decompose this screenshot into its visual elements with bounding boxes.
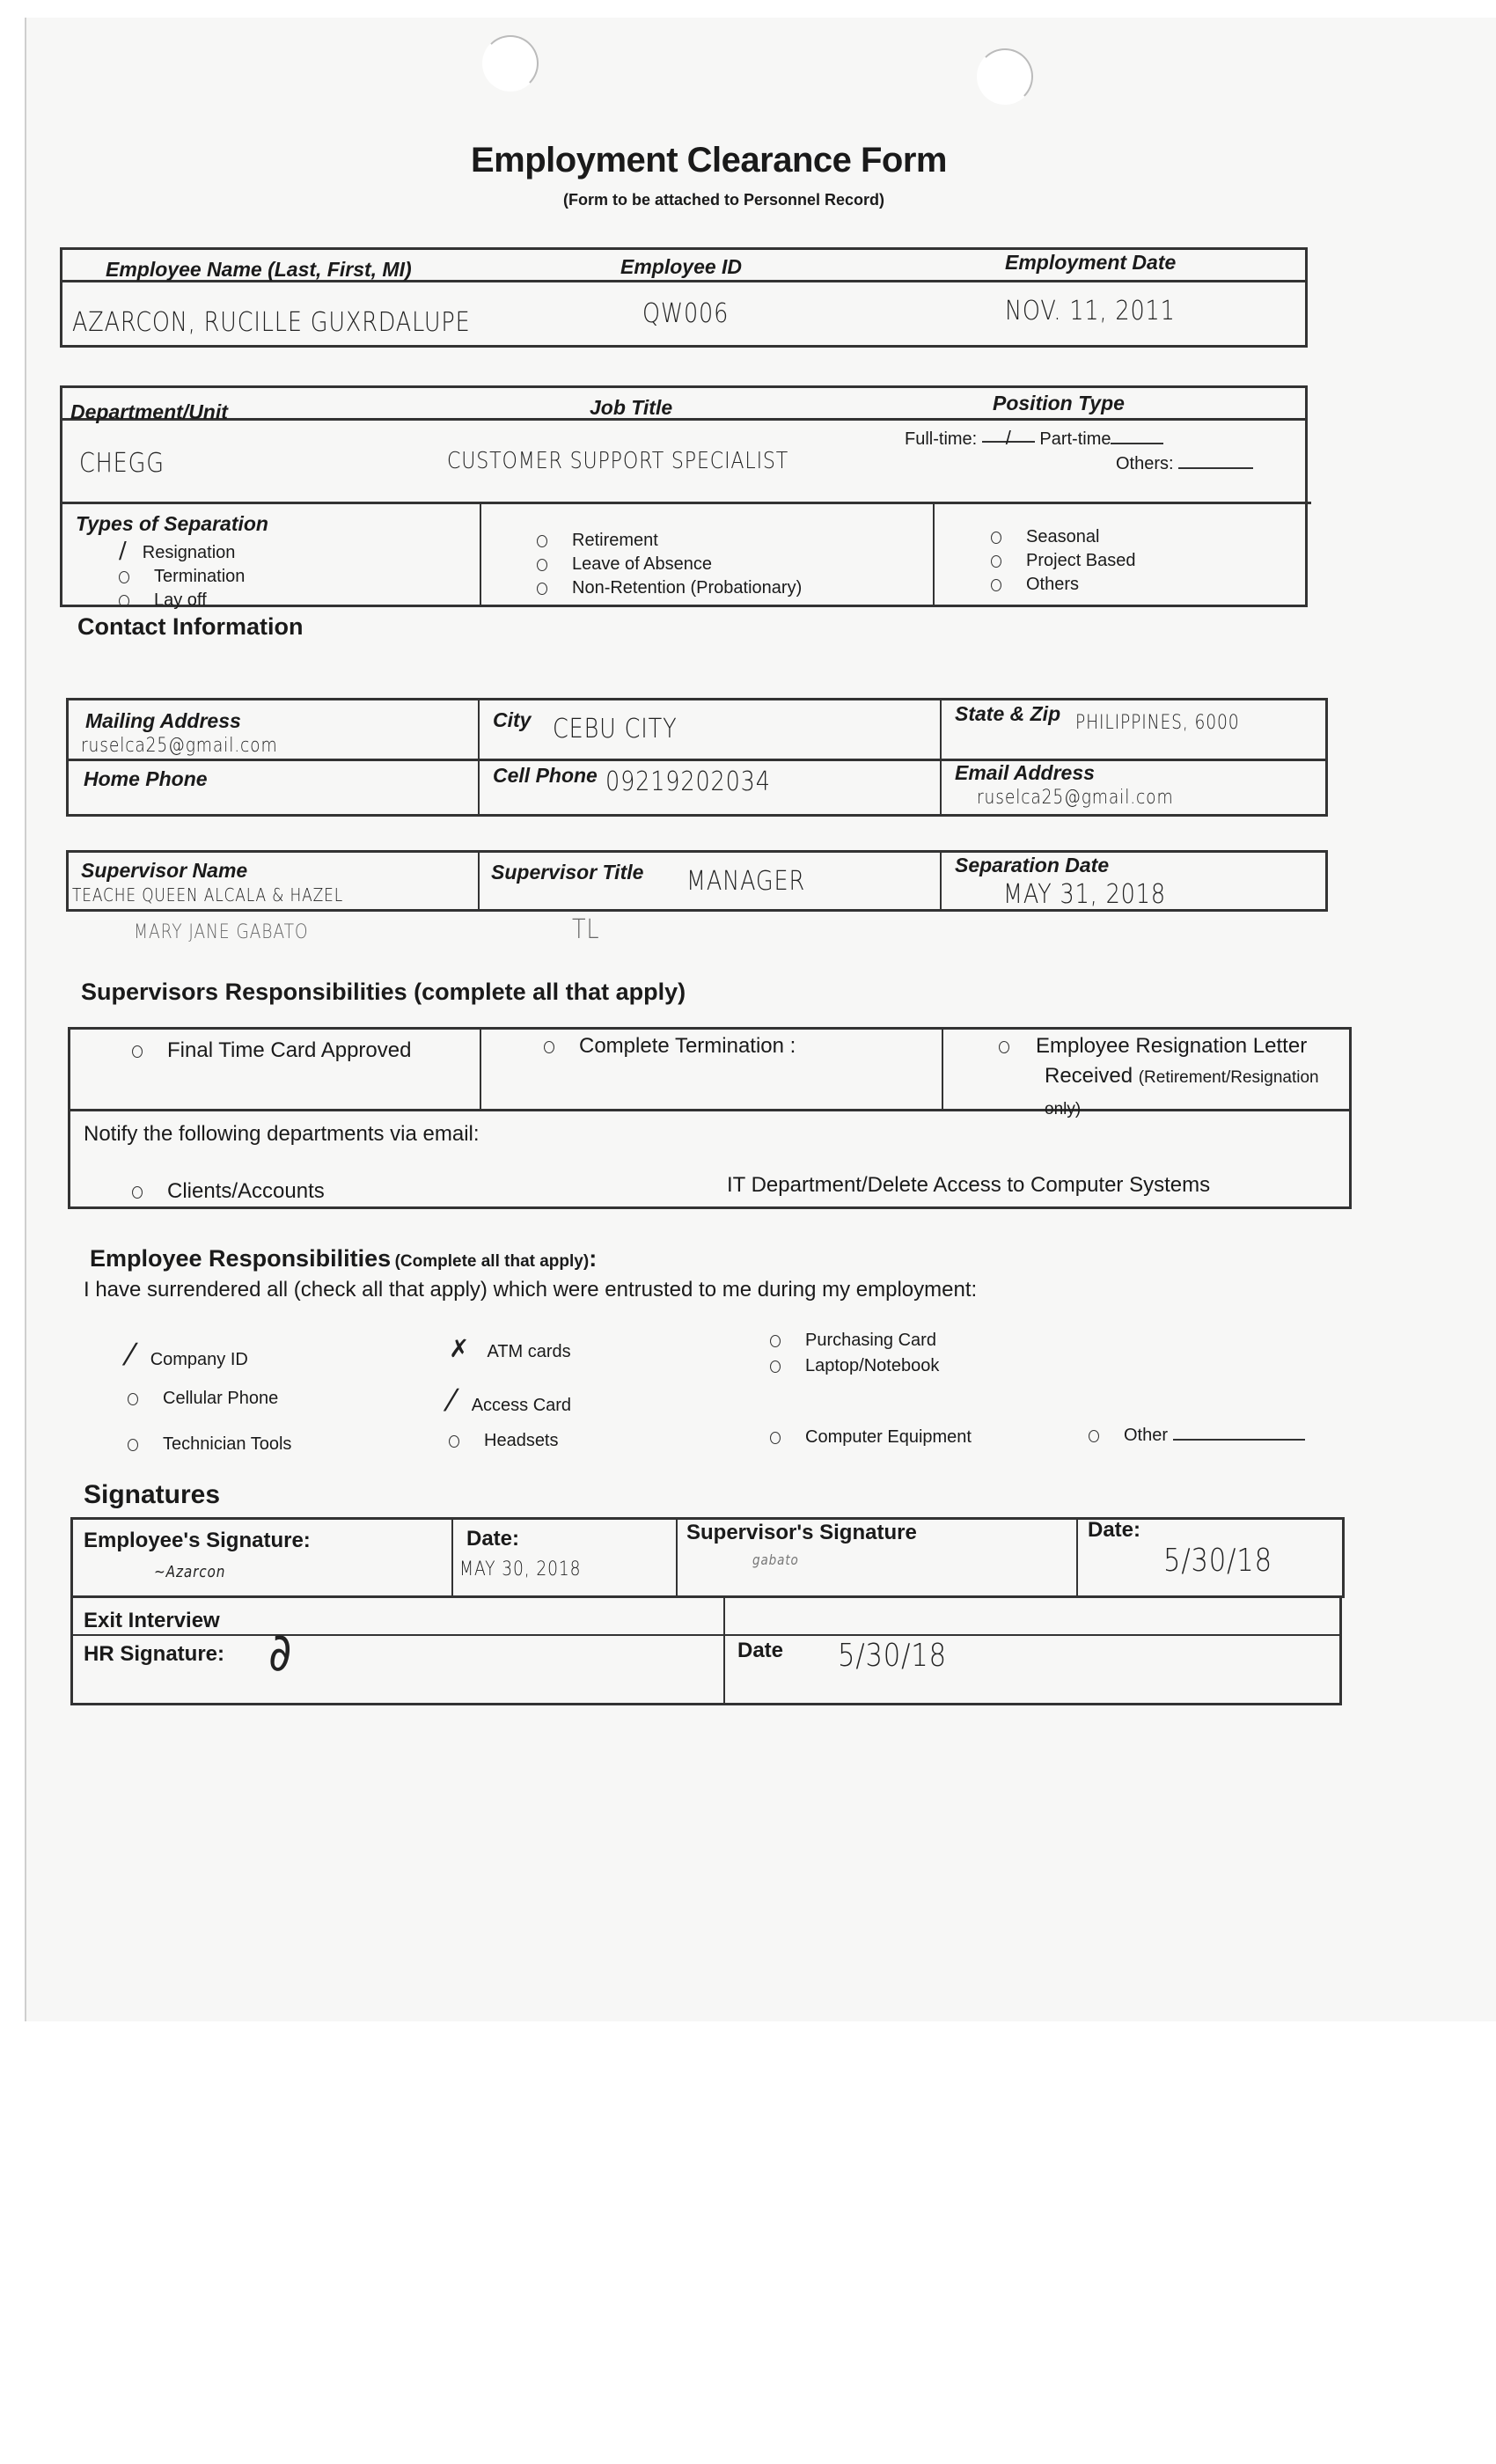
item-laptop[interactable]	[770, 1356, 939, 1376]
divider	[66, 759, 1328, 761]
fulltime-option[interactable]	[905, 427, 1163, 450]
date-label-2: Date:	[1088, 1518, 1141, 1542]
option-label: Leave of Absence	[572, 554, 713, 574]
radio-icon	[544, 1041, 554, 1053]
employee-id-field[interactable]: QW006	[642, 298, 730, 329]
contact-heading: Contact Information	[77, 613, 304, 640]
divider	[478, 852, 480, 910]
option-label: Project Based	[1026, 551, 1136, 570]
item-label: ATM cards	[487, 1342, 571, 1361]
date-label-1: Date:	[466, 1527, 520, 1551]
separation-option-layoff[interactable]	[119, 589, 245, 612]
position-type-label: Position Type	[993, 392, 1125, 414]
item-label: Cellular Phone	[163, 1389, 279, 1408]
home-phone-label: Home Phone	[84, 767, 208, 790]
signatures-heading: Signatures	[84, 1480, 221, 1509]
item-company-id[interactable]	[128, 1338, 248, 1373]
employee-name-label: Employee Name (Last, First, MI)	[106, 258, 412, 281]
radio-icon	[999, 1041, 1009, 1053]
radio-icon	[770, 1360, 781, 1373]
department-label: Department/Unit	[70, 400, 228, 423]
divider	[480, 1029, 481, 1110]
hr-signature[interactable]: ∂	[268, 1622, 293, 1683]
heading-colon: :	[589, 1245, 598, 1272]
email-label: Email Address	[955, 761, 1095, 784]
option-label: Termination	[154, 567, 246, 586]
item-label: Access Card	[471, 1396, 572, 1415]
final-time-card-option[interactable]	[132, 1038, 411, 1063]
form-title: Employment Clearance Form	[471, 141, 947, 180]
mailing-address-field[interactable]: ruselca25@gmail.com	[81, 735, 278, 757]
radio-icon	[991, 532, 1001, 544]
it-department-option[interactable]: IT Department/Delete Access to Computer Systems	[727, 1173, 1211, 1197]
supervisor-title-label: Supervisor Title	[491, 861, 644, 884]
item-other[interactable]	[1089, 1425, 1305, 1446]
punch-hole	[482, 35, 539, 92]
radio-icon	[132, 1186, 143, 1199]
radio-icon	[770, 1335, 781, 1347]
separation-option-others[interactable]	[991, 573, 1136, 597]
separation-col-1	[119, 539, 245, 612]
form-subtitle: (Form to be attached to Personnel Record)	[563, 191, 885, 209]
email-field[interactable]: ruselca25@gmail.com	[977, 787, 1174, 809]
option-label: Lay off	[154, 590, 207, 610]
divider	[451, 1519, 453, 1596]
supervisor-name-label: Supervisor Name	[81, 859, 248, 882]
option-label: Employee Resignation Letter	[1036, 1034, 1308, 1058]
option-note: only)	[1045, 1100, 1082, 1118]
radio-icon	[449, 1435, 459, 1448]
item-headsets[interactable]	[449, 1431, 559, 1451]
checkmark-icon: ⁄	[449, 1383, 454, 1419]
employment-date-field[interactable]: NOV. 11, 2011	[1005, 296, 1176, 326]
item-label: Company ID	[150, 1350, 248, 1369]
option-label: Received	[1045, 1064, 1133, 1088]
employee-signature-label: Employee's Signature:	[84, 1529, 311, 1552]
employee-signature-date[interactable]: MAY 30, 2018	[459, 1558, 582, 1580]
separation-option-retirement[interactable]	[537, 529, 802, 553]
city-field[interactable]: CEBU CITY	[553, 714, 678, 744]
divider	[70, 1634, 1342, 1636]
radio-icon	[128, 1393, 138, 1405]
city-label: City	[493, 708, 532, 731]
separation-option-seasonal[interactable]	[991, 525, 1136, 549]
cell-phone-field[interactable]: 09219202034	[605, 766, 771, 797]
state-zip-field[interactable]: PHILIPPINES, 6000	[1075, 712, 1240, 734]
supervisor-title-extra: TL	[572, 914, 600, 945]
employee-resp-intro: I have surrendered all (check all that apply) which were entrusted to me during my employment:	[84, 1278, 978, 1302]
checkmark-icon: ✗	[449, 1334, 470, 1363]
separation-col-3	[991, 525, 1136, 597]
resignation-letter-option[interactable]	[999, 1031, 1319, 1125]
divider	[942, 1029, 943, 1110]
job-title-label: Job Title	[590, 396, 673, 419]
item-label: Computer Equipment	[805, 1427, 972, 1447]
other-field[interactable]	[1173, 1425, 1305, 1441]
radio-icon	[991, 555, 1001, 568]
divider	[676, 1519, 678, 1596]
supervisor-name-field[interactable]: TEACHE QUEEN ALCALA & HAZEL	[72, 884, 344, 906]
others-option[interactable]	[1116, 453, 1253, 474]
separation-date-label: Separation Date	[955, 854, 1110, 876]
radio-icon	[537, 559, 547, 571]
supervisor-signature[interactable]: gabato	[752, 1551, 799, 1568]
separation-col-2	[537, 529, 802, 600]
supervisor-signature-label: Supervisor's Signature	[686, 1521, 917, 1544]
department-field[interactable]: CHEGG	[79, 448, 165, 479]
cell-phone-label: Cell Phone	[493, 764, 598, 787]
radio-icon	[128, 1439, 138, 1451]
supervisor-resp-heading: Supervisors Responsibilities (complete all that apply)	[81, 979, 686, 1005]
option-label: Non-Retention (Probationary)	[572, 578, 803, 598]
hr-box	[70, 1595, 1342, 1705]
exit-interview-label: Exit Interview	[84, 1609, 220, 1632]
radio-icon	[537, 583, 547, 595]
radio-icon	[119, 595, 129, 607]
divider	[60, 502, 1311, 504]
option-label: Resignation	[142, 543, 236, 562]
radio-icon	[1089, 1430, 1099, 1442]
others-label: Others:	[1116, 454, 1174, 473]
item-label: Laptop/Notebook	[805, 1356, 940, 1375]
employment-date-label: Employment Date	[1005, 251, 1177, 274]
employee-resp-heading	[90, 1245, 597, 1272]
option-note: (Retirement/Resignation	[1138, 1068, 1319, 1087]
fulltime-label: Full-time:	[905, 429, 978, 449]
job-title-field[interactable]: CUSTOMER SUPPORT SPECIALIST	[447, 448, 789, 474]
option-label: Complete Termination :	[579, 1034, 796, 1058]
parttime-field[interactable]	[1111, 429, 1163, 444]
divider	[478, 700, 480, 817]
item-label: Headsets	[484, 1431, 559, 1450]
divider	[940, 700, 942, 817]
supervisor-name-extra: MARY JANE GABATO	[134, 921, 309, 943]
separation-option-termination[interactable]	[119, 565, 245, 589]
heading-text: Employee Responsibilities	[90, 1245, 392, 1272]
radio-icon	[119, 571, 129, 583]
mailing-address-label: Mailing Address	[85, 709, 241, 732]
divider	[60, 418, 1308, 421]
fulltime-field[interactable]: /	[982, 427, 1035, 443]
radio-icon	[537, 535, 547, 547]
option-label: Final Time Card Approved	[167, 1038, 412, 1062]
heading-note: (Complete all that apply)	[394, 1252, 590, 1271]
radio-icon	[991, 579, 1001, 591]
checkmark-icon: ⁄	[128, 1338, 133, 1373]
separation-date-field[interactable]: MAY 31, 2018	[1003, 879, 1166, 910]
date-label-3: Date	[737, 1639, 784, 1662]
employee-name-field[interactable]: AZARCON, RUCILLE GUXRDALUPE	[72, 307, 471, 338]
complete-termination-option[interactable]	[544, 1034, 796, 1059]
item-label: Other	[1124, 1426, 1169, 1445]
item-computer-equipment[interactable]	[770, 1427, 972, 1448]
divider	[480, 503, 481, 607]
divider	[940, 852, 942, 910]
employee-id-label: Employee ID	[620, 255, 743, 278]
separation-types-label: Types of Separation	[76, 512, 268, 535]
divider	[723, 1597, 725, 1704]
employee-signature[interactable]: ~Azarcon	[154, 1563, 226, 1581]
item-label: Technician Tools	[163, 1434, 292, 1454]
item-atm-cards[interactable]	[449, 1334, 571, 1363]
item-cellular-phone[interactable]	[128, 1389, 278, 1409]
divider	[933, 503, 935, 607]
option-label: Clients/Accounts	[167, 1179, 325, 1203]
item-access-card[interactable]	[449, 1383, 571, 1419]
radio-icon	[132, 1045, 143, 1058]
supervisor-signature-date[interactable]: 5/30/18	[1163, 1543, 1272, 1579]
divider	[1076, 1519, 1078, 1596]
separation-option-project[interactable]	[991, 549, 1136, 573]
option-label: Others	[1026, 575, 1080, 594]
hr-signature-date[interactable]: 5/30/18	[838, 1638, 947, 1674]
clients-accounts-option[interactable]	[132, 1179, 325, 1204]
notify-label: Notify the following departments via email:	[84, 1122, 480, 1146]
others-field[interactable]	[1178, 453, 1253, 469]
radio-icon	[770, 1432, 781, 1444]
checkmark-icon: /	[119, 538, 127, 564]
supervisor-title-field[interactable]: MANAGER	[686, 866, 806, 897]
separation-option-leave[interactable]	[537, 553, 802, 576]
item-purchasing-card[interactable]	[770, 1331, 936, 1351]
separation-option-resignation[interactable]	[119, 539, 245, 565]
hr-signature-label: HR Signature:	[84, 1642, 225, 1666]
separation-option-nonretention[interactable]	[537, 576, 802, 600]
state-zip-label: State & Zip	[955, 702, 1061, 725]
punch-hole	[977, 48, 1033, 105]
parttime-label: Part-time	[1039, 429, 1111, 449]
option-label: Retirement	[572, 531, 658, 550]
item-label: Purchasing Card	[805, 1331, 936, 1350]
option-label: Seasonal	[1026, 527, 1100, 546]
item-technician-tools[interactable]	[128, 1434, 291, 1455]
